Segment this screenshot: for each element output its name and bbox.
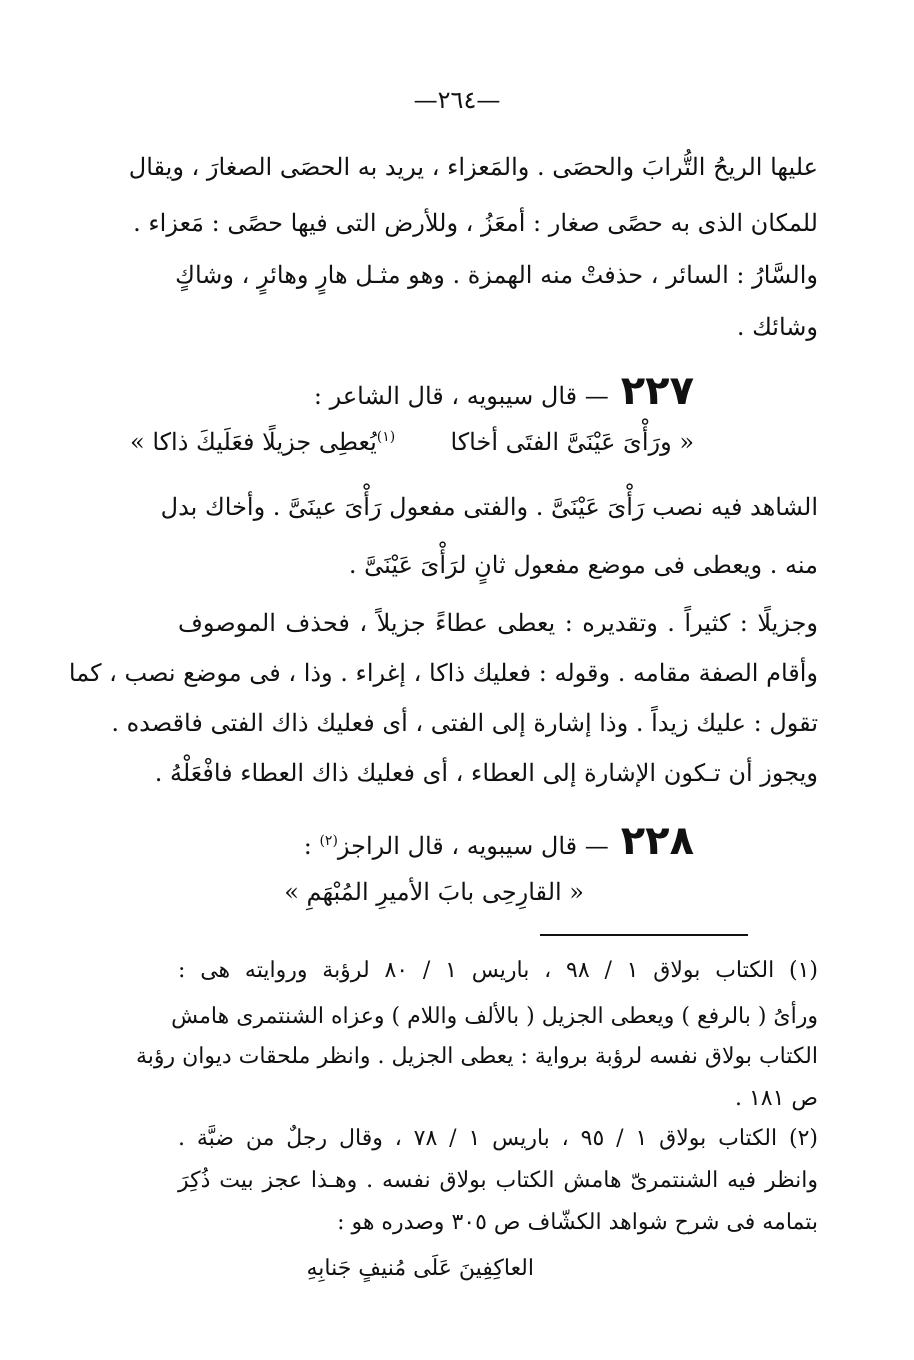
footnote-line: (٢) الكتاب بولاق ١ / ٩٥ ، باريس ١ / ٧٨ ، وقال رجلٌ من ضبَّة .: [178, 1126, 818, 1151]
footnote-line: ص ١٨١ .: [734, 1086, 818, 1111]
footnote-line: بتمامه فى شرح شواهد الكشّاف ص ٣٠٥ وصدره هو :: [337, 1210, 818, 1235]
text-line: منه . ويعطى فى موضع مفعول ثانٍ لرَأْىَ عَيْنَىَّ .: [348, 551, 818, 579]
footnote-line: الكتاب بولاق نفسه لرؤبة برواية : يعطى الجزيل . وانظر ملحقات ديوان رؤبة: [135, 1044, 818, 1069]
page-number: —٢٦٤—: [413, 86, 501, 114]
text-line: وأقام الصفة مقامه . وقوله : فعليك ذاكا ، إغراء . وذا ، فى موضع نصب ، كما: [68, 659, 818, 687]
entry-number: ٢٢٧: [620, 368, 694, 414]
entry-228-heading: ٢٢٨— قال سيبويه ، قال الراجز$^{(٢)}$ :: [303, 818, 694, 864]
entry-227-heading: [314, 368, 694, 414]
verse-first-hemistich: « ورَأْىَ عَيْنَىَّ الفتَى أخاكا: [450, 428, 694, 456]
footnote-divider: [540, 934, 748, 936]
text-line: وجزيلًا : كثيراً . وتقديره : يعطى عطاءً جزيلاً ، فحذف الموصوف: [178, 609, 818, 637]
verse-228: « القارِحِى بابَ الأميرِ المُبْهَمِ »: [284, 878, 584, 906]
text-line: تقول : عليك زيداً . وذا إشارة إلى الفتى ، أى فعليك ذاك الفتى فاقصده .: [111, 709, 818, 737]
text-line: عليها الريحُ التُّرابَ والحصَى . والمَعزاء ، يريد به الحصَى الصغارَ ، ويقال: [128, 153, 818, 181]
footnote-marker: (١): [376, 429, 396, 445]
text-line: وشائك .: [736, 313, 818, 341]
entry-heading-text: — قال سيبويه ، قال الراجز: [337, 832, 609, 860]
verse-second-hemistich: $^{(١)}$يُعطِى جزيلًا فعَلَيكَ ذاكا »: [130, 428, 396, 456]
footnote-line: وانظر فيه الشنتمرىّ هامش الكتاب بولاق نفسه . وهـذا عجز بيت ذُكِرَ: [178, 1168, 818, 1193]
footnote-marker: (٢): [319, 833, 338, 849]
text-line: والسَّارُ : السائر ، حذفتْ منه الهمزة . وهو مثـل هارٍ وهائرٍ ، وشاكٍ: [175, 261, 818, 289]
text-line: ويجوز أن تـكون الإشارة إلى العطاء ، أى فعليك ذاك العطاء فافْعَلْهُ .: [154, 759, 818, 787]
text-line: الشاهد فيه نصب رَأْىَ عَيْنَىَّ . والفتى مفعول رَأْىَ عينَىَّ . وأخاك بدل: [160, 493, 818, 521]
footnote-line: (١) الكتاب بولاق ١ / ٩٨ ، باريس ١ / ٨٠ لرؤبة وروايته هى :: [178, 958, 819, 983]
entry-number: ٢٢٨: [620, 818, 694, 864]
footnote-line: ورأىُ ( بالرفع ) ويعطى الجزيل ( بالألف واللام ) وعزاه الشنتمرى هامش: [171, 1004, 818, 1029]
text-line: للمكان الذى به حصًى صغار : أمعَزُ ، وللأرض التى فيها حصًى : مَعزاء .: [133, 209, 818, 237]
entry-heading-text: — قال سيبويه ، قال الشاعر :: [313, 382, 609, 410]
footnote-verse: العاكِفِينَ عَلَى مُنيفٍ جَنابِهِ: [306, 1256, 534, 1281]
